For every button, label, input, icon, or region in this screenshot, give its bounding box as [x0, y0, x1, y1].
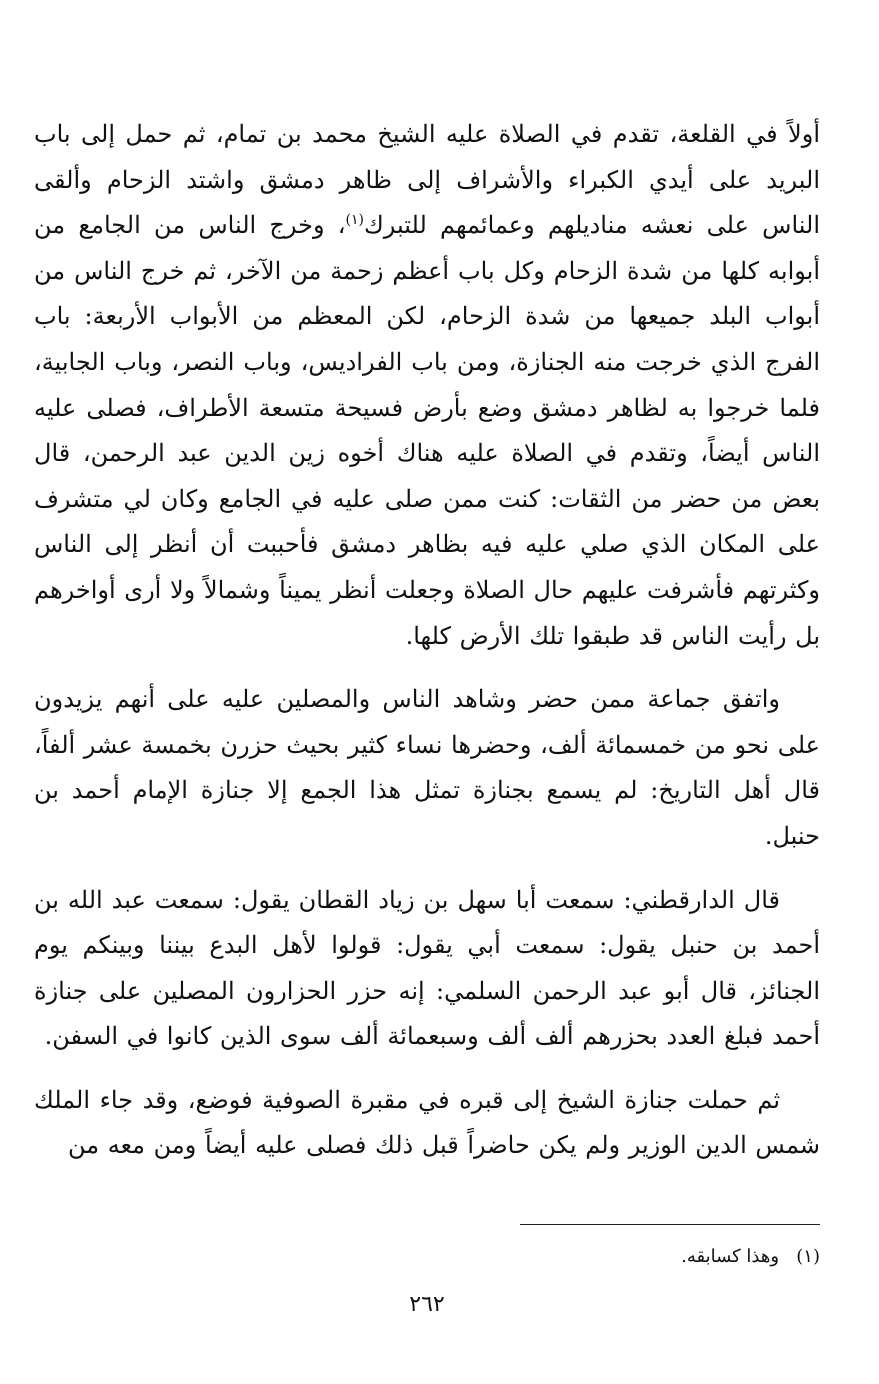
paragraph-4: ثم حملت جنازة الشيخ إلى قبره في مقبرة الصوفية فوضع، وقد جاء الملك شمس الدين الوزير ولم يكن حاضراً قبل ذلك فصلى عليه أيضاً ومن معه من — [34, 1085, 820, 1160]
footnote-marker: (١) — [796, 1246, 820, 1267]
paragraph-1-text-b: ، وخرج الناس من الجامع من أبوابه كلها من شدة الزحام وكل باب أعظم زحمة من الآخر، ثم خرج الناس من أبواب البلد جميعها من شدة الزحام، لكن المعظم من الأبواب الأربعة: باب الفرج الذي خرجت منه الجنازة، ومن باب الفراديس، وباب النصر، وباب الجابية، فلما خرجوا به لظاهر دمشق وضع بأرض فسيحة متسعة الأطراف، فصلى عليه الناس أيضاً، وتقدم في الصلاة عليه هناك أخوه زين الدين عبد الرحمن، قال بعض من حضر من الثقات: كنت ممن صلى عليه في الجامع وكان لي متشرف على المكان الذي صلي عليه فيه بظاهر دمشق فأحببت أن أنظر إلى الناس وكثرتهم فأشرفت عليهم حال الصلاة وجعلت أنظر يميناً وشمالاً ولا أرى أواخرهم بل رأيت الناس قد طبقوا تلك الأرض كلها. — [34, 211, 821, 650]
page-number: ٢٦٢ — [409, 1292, 445, 1317]
footnote-divider — [520, 1224, 820, 1225]
paragraph-2: واتفق جماعة ممن حضر وشاهد الناس والمصلين عليه على أنهم يزيدون على نحو من خمسمائة ألف، وحضرها نساء كثير بحيث حزرن بخمسة عشر ألفاً، قال أهل التاريخ: لم يسمع بجنازة تمثل هذا الجمع إلا جنازة الإمام أحمد بن حنبل. — [34, 685, 820, 850]
paragraph-1-text-a: أولاً في القلعة، تقدم في الصلاة عليه الشيخ محمد بن تمام، ثم حمل إلى باب البريد على أيدي الكبراء والأشراف إلى ظاهر دمشق واشتد الزحام وألقى الناس على نعشه مناديلهم وعمائمهم للتبرك — [34, 120, 820, 240]
paragraph-1 — [34, 112, 820, 659]
footnote-text: وهذا كسابقه. — [681, 1246, 780, 1267]
footnote — [34, 1244, 820, 1270]
paragraph-3: قال الدارقطني: سمعت أبا سهل بن زياد القطان يقول: سمعت عبد الله بن أحمد بن حنبل يقول: سمعت أبي يقول: قولوا لأهل البدع بيننا وبينكم يوم الجنائز، قال أبو عبد الرحمن السلمي: إنه حزر الحزارون المصلين على جنازة أحمد فبلغ العدد بحزرهم ألف ألف وسبعمائة ألف سوى الذين كانوا في السفن. — [34, 885, 820, 1051]
footnote-reference[interactable]: (١) — [345, 212, 365, 229]
book-page — [34, 112, 820, 1342]
